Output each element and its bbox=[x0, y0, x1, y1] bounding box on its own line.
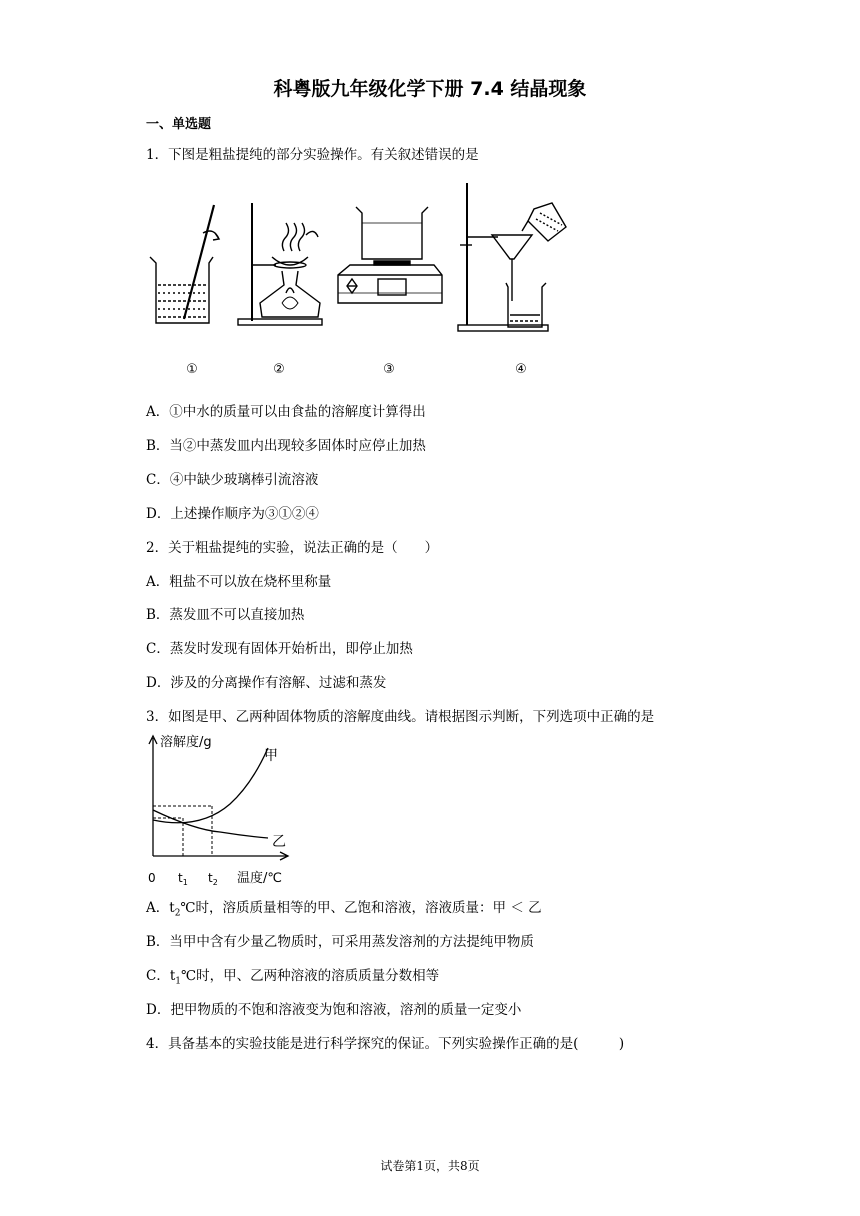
q3-option-d: D．把甲物质的不饱和溶液变为饱和溶液，溶剂的质量一定变小 bbox=[146, 1002, 522, 1018]
q3-option-b: B．当甲中含有少量乙物质时，可采用蒸发溶剂的方法提纯甲物质 bbox=[146, 934, 534, 950]
graph-series-jia-label: 甲 bbox=[264, 748, 278, 764]
q3-option-a: A．$t_2℃$时，溶质质量相等的甲、乙饱和溶液，溶液质量：甲 ＜ 乙 bbox=[146, 900, 542, 919]
figure-label-2: ② bbox=[273, 362, 285, 377]
balance-with-beaker-icon bbox=[338, 207, 442, 303]
graph-origin-label: 0 bbox=[148, 871, 156, 885]
dissolving-beaker-icon bbox=[150, 205, 219, 323]
figure-label-3: ③ bbox=[383, 362, 395, 377]
question-4-stem: 4．具备基本的实验技能是进行科学探究的保证。下列实验操作正确的是( ) bbox=[146, 1036, 625, 1052]
solubility-curve-graph bbox=[140, 730, 320, 890]
q2-option-c: C．蒸发时发现有固体开始析出，即停止加热 bbox=[146, 641, 413, 657]
graph-series-yi-label: 乙 bbox=[272, 834, 286, 850]
q2-option-a: A．粗盐不可以放在烧杯里称量 bbox=[146, 574, 332, 590]
q1-option-d: D．上述操作顺序为③①②④ bbox=[146, 506, 319, 522]
q1-option-a: A．①中水的质量可以由食盐的溶解度计算得出 bbox=[146, 404, 426, 420]
evaporation-apparatus-icon bbox=[238, 203, 322, 325]
graph-ylabel: 溶解度/g bbox=[160, 735, 212, 750]
lab-apparatus-figure bbox=[0, 175, 860, 385]
filtration-apparatus-icon bbox=[458, 183, 566, 331]
figure-label-1: ① bbox=[186, 362, 198, 377]
q1-option-c: C．④中缺少玻璃棒引流溶液 bbox=[146, 472, 319, 488]
q1-option-b: B．当②中蒸发皿内出现较多固体时应停止加热 bbox=[146, 438, 426, 454]
curve-jia bbox=[153, 748, 268, 823]
question-1-stem: 1．下图是粗盐提纯的部分实验操作。有关叙述错误的是 bbox=[146, 147, 479, 163]
page-title: 科粤版九年级化学下册 7.4 结晶现象 bbox=[273, 78, 587, 100]
page-footer: 试卷第1页，共8页 bbox=[380, 1159, 480, 1173]
q2-option-b: B．蒸发皿不可以直接加热 bbox=[146, 607, 305, 623]
q3-option-c: C．$t_1℃$时，甲、乙两种溶液的溶质质量分数相等 bbox=[146, 968, 440, 987]
graph-t1-label: $t_1$ bbox=[178, 871, 188, 887]
question-3-stem: 3．如图是甲、乙两种固体物质的溶解度曲线。请根据图示判断，下列选项中正确的是 bbox=[146, 709, 655, 725]
curve-yi bbox=[153, 810, 268, 838]
section-heading: 一、单选题 bbox=[146, 117, 212, 132]
question-2-stem: 2．关于粗盐提纯的实验，说法正确的是（ ） bbox=[146, 540, 439, 556]
graph-xlabel: 温度/℃ bbox=[237, 871, 282, 886]
graph-t2-label: $t_2$ bbox=[208, 871, 218, 887]
figure-label-4: ④ bbox=[515, 362, 527, 377]
q2-option-d: D．涉及的分离操作有溶解、过滤和蒸发 bbox=[146, 675, 387, 691]
